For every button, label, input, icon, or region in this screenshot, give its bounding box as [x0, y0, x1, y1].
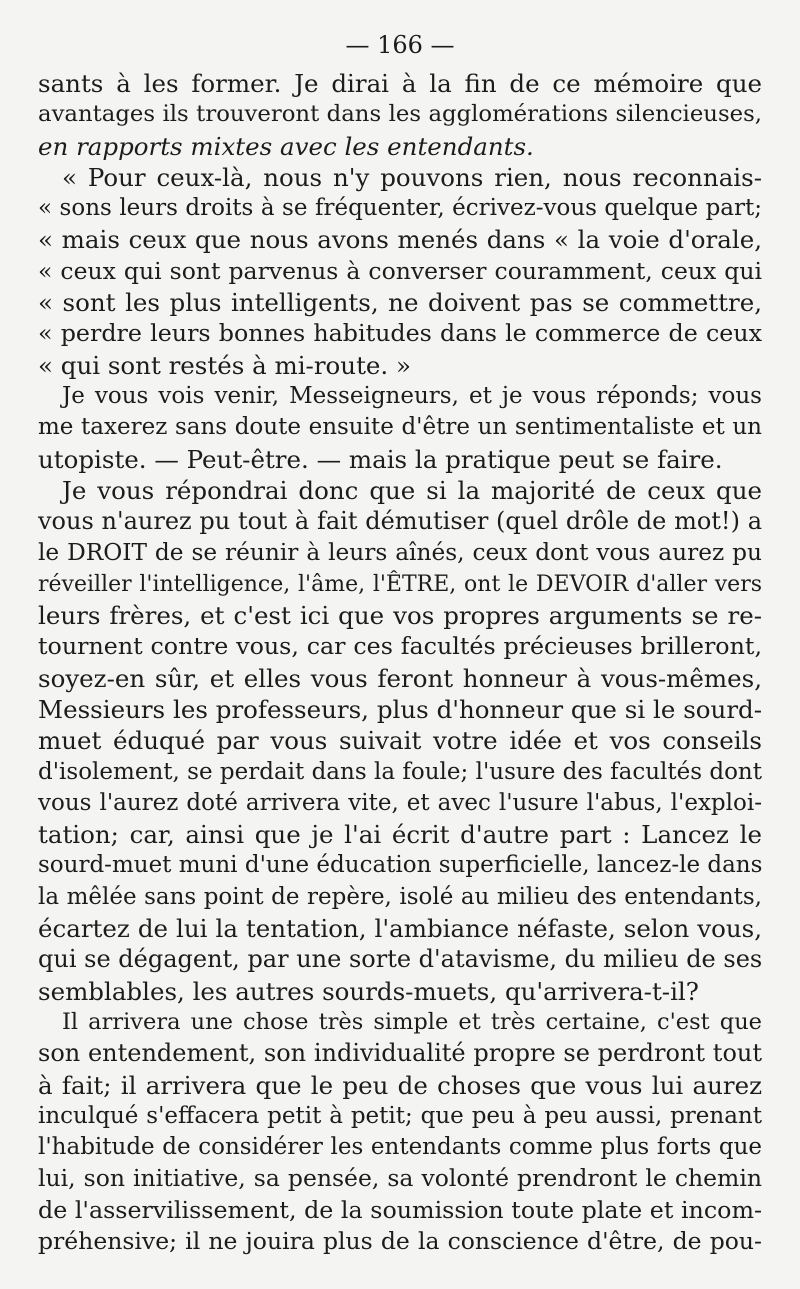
- text-line: à fait; il arrivera que le peu de choses que vous lui aurez: [38, 1070, 762, 1100]
- text-line: la mêlée sans point de repère, isolé au milieu des entendants,: [38, 883, 762, 910]
- text-line: lui, son initiative, sa pensée, sa volonté prendront le chemin: [38, 1164, 762, 1193]
- text-line: inculqué s'effacera petit à petit; que peu à peu aussi, prenant: [38, 1102, 762, 1129]
- text-line: « sont les plus intelligents, ne doivent pas se commettre,: [38, 288, 762, 318]
- text-line: qui se dégagent, par une sorte d'atavisme, du milieu de ses: [38, 945, 763, 974]
- text-line: tournent contre vous, car ces facultés précieuses brilleront,: [38, 632, 762, 661]
- text-line: « mais ceux que nous avons menés dans « la voie d'orale,: [38, 225, 762, 255]
- text-line: sants à les former. Je dirai à la fin de ce mémoire que: [38, 69, 762, 98]
- text-line: le DROIT de se réunir à leurs aînés, ceux dont vous aurez pu: [38, 539, 762, 567]
- text-line: soyez-en sûr, et elles vous feront honneur à vous-mêmes,: [38, 663, 762, 693]
- text-line: « sons leurs droits à se fréquenter, écrivez-vous quelque part;: [38, 195, 762, 222]
- text-line: « Pour ceux-là, nous n'y pouvons rien, nous reconnais-: [62, 162, 762, 192]
- text-line: leurs frères, et c'est ici que vos propres arguments se re-: [38, 601, 762, 631]
- text-line: préhensive; il ne jouira plus de la conscience d'être, de pou-: [38, 1226, 762, 1255]
- text-line: vous n'aurez pu tout à fait démutiser (quel drôle de mot!) a: [38, 507, 762, 536]
- text-line: vous l'aurez doté arrivera vite, et avec l'usure l'abus, l'exploi-: [38, 789, 762, 816]
- text-line: avantages ils trouveront dans les agglomérations silencieuses,: [38, 101, 762, 128]
- text-line: Je vous vois venir, Messeigneurs, et je vous réponds; vous: [62, 382, 762, 409]
- text-line: « perdre leurs bonnes habitudes dans le commerce de ceux: [38, 319, 762, 348]
- text-line: son entendement, son individualité propre se perdront tout: [38, 1039, 762, 1068]
- text-line: Il arrivera une chose très simple et très certaine, c'est que: [62, 1008, 762, 1035]
- text-line: muet éduqué par vous suivait votre idée et vos conseils: [38, 726, 762, 756]
- text-line: sourd-muet muni d'une éducation superficielle, lancez-le dans: [38, 852, 763, 879]
- text-line: d'isolement, se perdait dans la foule; l'usure des facultés dont: [38, 758, 762, 785]
- text-line: Je vous répondrai donc que si la majorité de ceux que: [62, 475, 762, 505]
- body-text: [38, 68, 762, 1257]
- text-line: tation; car, ainsi que je l'ai écrit d'autre part : Lancez le: [38, 820, 762, 850]
- text-line: réveiller l'intelligence, l'âme, l'ÊTRE, ont le DEVOIR d'aller vers: [38, 571, 762, 597]
- text-line: Messieurs les professeurs, plus d'honneur que si le sourd-: [38, 694, 762, 724]
- text-line: écartez de lui la tentation, l'ambiance néfaste, selon vous,: [38, 914, 762, 944]
- text-line: me taxerez sans doute ensuite d'être un sentimentaliste et un: [38, 414, 762, 441]
- text-line: en rapports mixtes avec les entendants.: [38, 131, 534, 161]
- text-line: « ceux qui sont parvenus à converser couramment, ceux qui: [38, 256, 762, 285]
- text-line: utopiste. — Peut-être. — mais la pratique peut se faire.: [38, 444, 723, 474]
- text-line: de l'asservilissement, de la soumission toute plate et incom-: [38, 1195, 762, 1224]
- text-line: semblables, les autres sourds-muets, qu'arrivera-t-il?: [38, 976, 699, 1006]
- page-number: — 166 —: [345, 31, 455, 59]
- text-line: « qui sont restés à mi-route. »: [38, 350, 411, 380]
- text-line: l'habitude de considérer les entendants comme plus forts que: [38, 1134, 762, 1161]
